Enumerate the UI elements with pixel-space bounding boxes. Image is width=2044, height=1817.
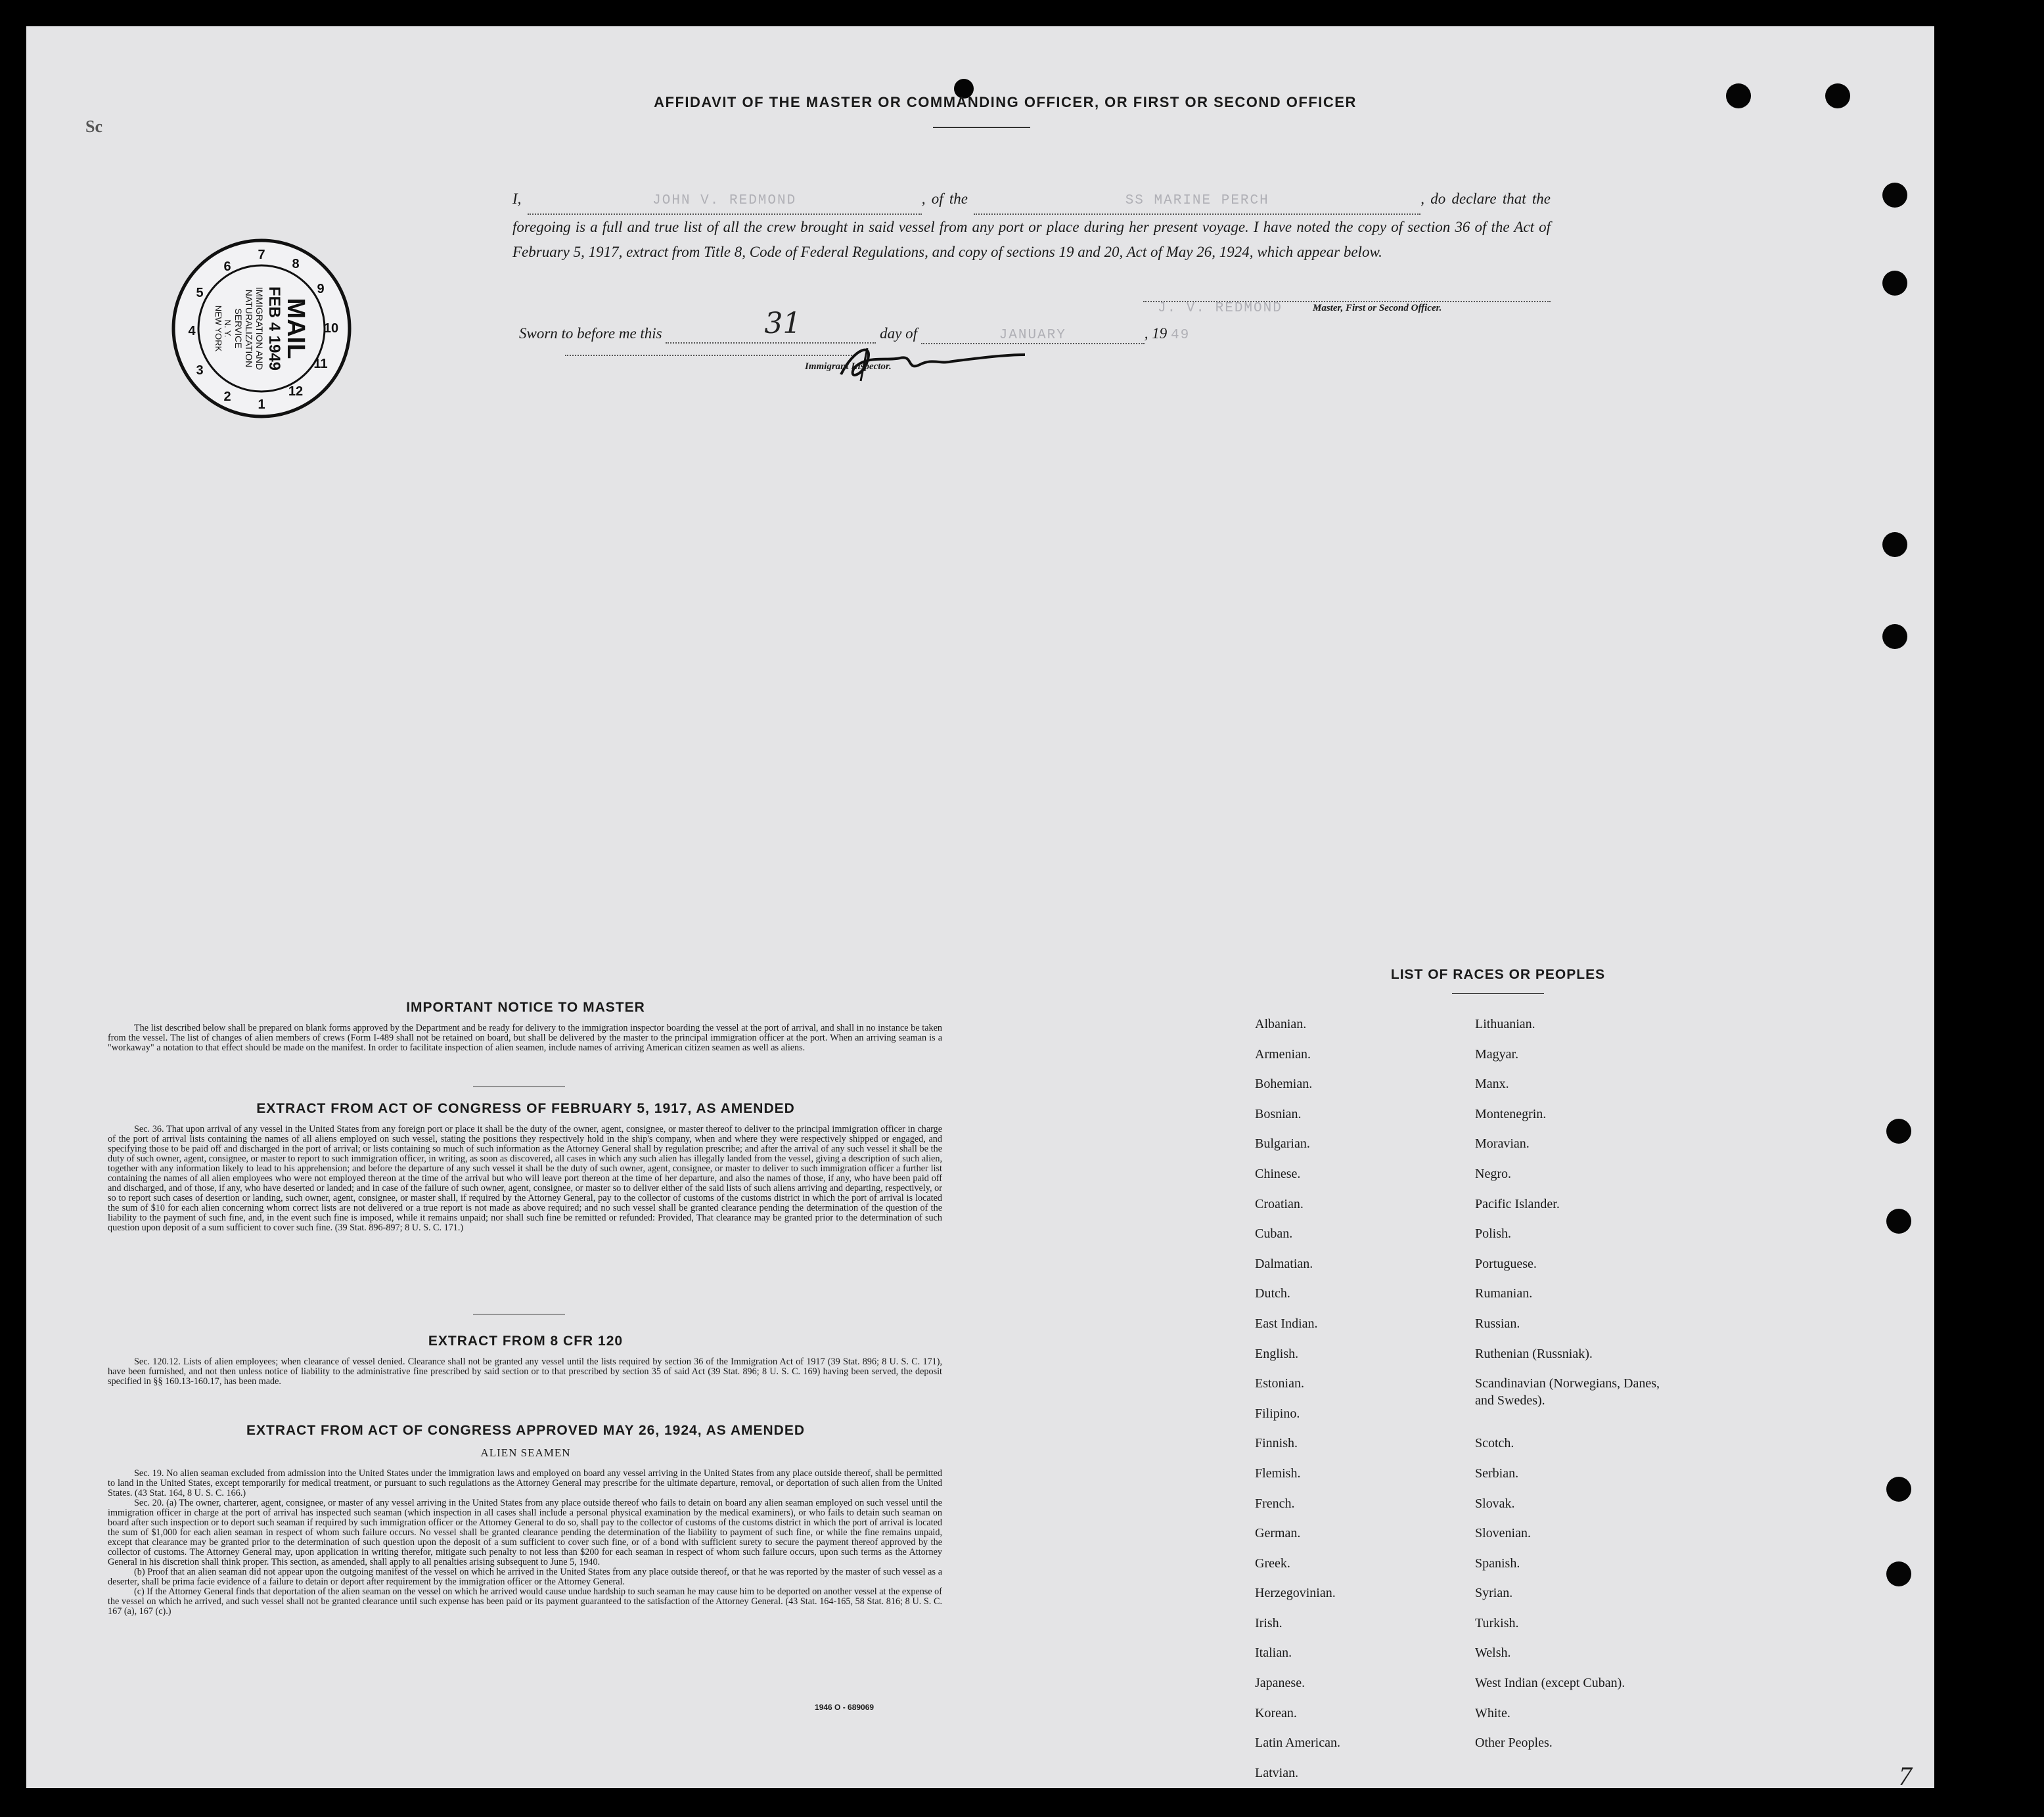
stamp-hour: 3 <box>196 363 204 378</box>
stamp-agency: NATURALIZATION <box>244 289 254 368</box>
extract-1924-title: EXTRACT FROM ACT OF CONGRESS APPROVED MAY 26, 1924, AS AMENDED <box>246 1423 806 1438</box>
vessel-name: SS MARINE PERCH <box>1125 193 1269 208</box>
stamp-agency: IMMIGRATION AND <box>254 286 265 370</box>
race-item: Moravian. <box>1475 1136 1530 1152</box>
race-item: Croatian. <box>1255 1196 1304 1211</box>
extract-cfr-title: EXTRACT FROM 8 CFR 120 <box>428 1334 624 1349</box>
race-item: Montenegrin. <box>1475 1106 1547 1121</box>
race-item: Spanish. <box>1475 1556 1520 1571</box>
title-underline <box>933 127 1030 128</box>
sworn-label: Sworn to before me this <box>519 325 662 342</box>
month-value: JANUARY <box>999 328 1066 343</box>
declarant-name-field <box>528 187 922 215</box>
stamp-hour: 9 <box>317 282 325 296</box>
punch-hole <box>1882 271 1907 296</box>
race-item: Negro. <box>1475 1166 1511 1181</box>
race-item: Portuguese. <box>1475 1256 1537 1271</box>
stamp-hour: 2 <box>223 390 231 404</box>
stamp-agency: N. Y. <box>223 319 233 338</box>
race-item: West Indian (except Cuban). <box>1475 1676 1625 1691</box>
document-page <box>26 26 1934 1791</box>
inspector-label: Immigrant Inspector. <box>805 361 892 372</box>
race-item: Serbian. <box>1475 1466 1519 1481</box>
race-item: Latin American. <box>1255 1736 1340 1751</box>
race-item: Bohemian. <box>1255 1077 1313 1092</box>
extract-cfr-paragraph: Sec. 120.12. Lists of alien employees; when clearance of vessel denied. Clearance shall not be granted any vessel until the lists required by section 36 of the Immigration Act of 1917 (39 Stat. 896; 8 U. S. C. 171), have been furnished, and not then unless notice of liability to the administrative fine prescribed by said section or to that prescribed by section 35 of said Act (39 Stat. 896; 8 U. S. C. 169) having been served, the deposit specified in §§ 160.13-160.17, has been made. <box>108 1357 942 1387</box>
punch-hole <box>1886 1209 1911 1234</box>
race-item: Syrian. <box>1475 1586 1513 1601</box>
race-item: Flemish. <box>1255 1466 1301 1481</box>
race-item: Korean. <box>1255 1705 1297 1720</box>
race-item: English. <box>1255 1346 1299 1361</box>
race-item: Italian. <box>1255 1646 1292 1661</box>
notice-paragraph: The list described below shall be prepared on blank forms approved by the Department and be ready for delivery to the immigration inspector boarding the vessel at the port of arrival, and shall in no instance be taken from the vessel. The list of changes of alien members of crews (Form I-489 shall not be retained on board, but shall be delivered by the master to the principal immigration officer at the port. When an arriving seaman is a "workaway" a notation to that effect should be made on the manifest. In order to facilitate inspection of alien seamen, include names of arriving American citizen seamen as well as aliens. <box>108 1023 942 1053</box>
race-item: White. <box>1475 1705 1510 1720</box>
declaration-i: I, <box>512 191 522 207</box>
punch-hole <box>1886 1561 1911 1586</box>
race-item: Finnish. <box>1255 1436 1298 1451</box>
race-item: Rumanian. <box>1475 1286 1533 1301</box>
race-item: East Indian. <box>1255 1316 1318 1331</box>
extract-1924-paragraph: (c) If the Attorney General finds that deportation of the alien seaman on the vessel on which he arrived would cause undue hardship to such seaman he may cause him to be deported on another vessel at the expense of the vessel on which he arrived, and such vessel shall not be granted clearance until such expense has been paid or its payment guaranteed to the satisfaction of the Attorney General. (43 Stat. 164-165, 58 Stat. 816; 8 U. S. C. 167 (a), 167 (c).) <box>108 1586 942 1617</box>
stamp-mail: MAIL <box>282 298 309 359</box>
races-column-2 <box>1475 1016 1725 1764</box>
master-label: Master, First or Second Officer. <box>1313 303 1442 313</box>
race-item: Scotch. <box>1475 1436 1514 1451</box>
race-item: Magyar. <box>1475 1046 1519 1062</box>
stamp-hour: 1 <box>258 397 265 412</box>
stamp-hour: 12 <box>288 384 304 399</box>
race-item: Cuban. <box>1255 1226 1293 1242</box>
extract-1917-paragraph: Sec. 36. That upon arrival of any vessel in the United States from any foreign port or place it shall be the duty of the owner, agent, consignee, or master thereof to deliver to the principal immigration officer in charge of the port of arrival lists containing the names of all aliens employed on such vessel, stating the positions they respectively hold in the ship's company, when and where they were respectively shipped or engaged, and specifying those to be paid off and discharged in the port of arrival; or lists containing so much of such information as the Attorney General shall by regulation prescribe; and after the arrival of any such vessel it shall be the duty of such owner, agent, consignee, or master to report to such immigration officer, in writing, as soon as discovered, all cases in which any such alien has illegally landed from the vessel, giving a description of such alien, together with any information likely to lead to his apprehension; and before the departure of any such vessel it shall be the duty of such owner, agent, consignee, or master to deliver to such immigration officer a further list containing the names of all alien employees who were not employed thereon at the time of the arrival but who will leave port thereon at the time of her departure, and also the names of those, if any, who have been paid off and discharged, and of those, if any, who have deserted or landed; and in case of the failure of such owner, agent, consignee, or master so to deliver either of the said lists of such aliens arriving and departing, respectively, or so to report such cases of desertion or landing, such owner, agent, consignee, or master shall, if required by the Attorney General, pay to the collector of customs of the customs district in which the port of arrival is located the sum of $10 for each alien concerning whom correct lists are not delivered or a true report is not made as above required; and no such vessel shall be granted clearance pending the determination of the question of the liability to the payment of such fine, and, in the event such fine is imposed, while it remains unpaid; nor shall such fine be remitted or refunded: Provided, That clearance may be granted prior to the determination of such question upon deposit of a sum sufficient to cover such fine. (39 Stat. 896-897; 8 U. S. C. 171.) <box>108 1124 942 1233</box>
stamp-agency: SERVICE <box>233 308 244 349</box>
race-item: Slovak. <box>1475 1496 1515 1511</box>
print-code: 1946 O - 689069 <box>815 1703 874 1712</box>
race-item: Turkish. <box>1475 1615 1519 1630</box>
race-item: Armenian. <box>1255 1046 1311 1062</box>
race-item: Greek. <box>1255 1556 1290 1571</box>
race-item: Estonian. <box>1255 1376 1304 1391</box>
punch-hole <box>1886 1477 1911 1502</box>
race-item: Pacific Islander. <box>1475 1196 1560 1211</box>
punch-hole <box>1882 183 1907 208</box>
stamp-date: FEB 4 1949 <box>265 286 283 371</box>
race-item: Other Peoples. <box>1475 1736 1553 1751</box>
stamp-hour: 11 <box>313 357 328 371</box>
stamp-hour: 8 <box>292 257 300 271</box>
race-item: Dutch. <box>1255 1286 1290 1301</box>
race-item: Manx. <box>1475 1077 1509 1092</box>
notice-text <box>108 1023 942 1053</box>
race-item: Lithuanian. <box>1475 1017 1535 1031</box>
races-title: LIST OF RACES OR PEOPLES <box>1390 967 1606 982</box>
affidavit-title: AFFIDAVIT OF THE MASTER OR COMMANDING OFFICER, OR FIRST OR SECOND OFFICER <box>654 94 1357 110</box>
year-prefix: , 19 <box>1144 325 1168 342</box>
declaration-body: that the foregoing is a full and true list of all the crew brought in said vessel from any port or place during her present voyage. I have noted the copy of section 36 of the Act of February 5, 1917, extract from Title 8, Code of Federal Regulations, and copy of sections 19 and 20, Act of May 26, 1924, which appear below. <box>512 191 1551 260</box>
declaration <box>512 187 1551 265</box>
extract-1924-paragraph: Sec. 19. No alien seaman excluded from admission into the United States under the immigration laws and employed on board any vessel arriving in the United States from any place outside thereof, shall be permitted to land in the United States, except temporarily for medical treatment, or pursuant to such regulations as the Attorney General may prescribe for the ultimate departure, removal, or deportation of such alien from the United States. (43 Stat. 164, 8 U. S. C. 166.) <box>108 1468 942 1498</box>
declaration-do-declare: , do declare <box>1420 191 1497 207</box>
race-item: Welsh. <box>1475 1646 1511 1661</box>
race-item: Latvian. <box>1255 1765 1299 1780</box>
punch-hole <box>1886 1119 1911 1144</box>
stamp-hour: 4 <box>188 324 196 338</box>
extract-1924-paragraph: (b) Proof that an alien seaman did not appear upon the outgoing manifest of the vessel on which he arrived in the United States from any place outside thereof, or that he was reported by the master of such vessel as a deserter, shall be prima facie evidence of a failure to detain or deport after requirement by the immigration officer or the Attorney General. <box>108 1567 942 1587</box>
extract-1924-subtitle: ALIEN SEAMEN <box>480 1447 571 1459</box>
year-value: 49 <box>1171 328 1191 343</box>
race-item: Albanian. <box>1255 1017 1307 1031</box>
extract-1924-text <box>108 1469 942 1617</box>
officer-signature-typed: J. V. REDMOND <box>1158 301 1283 316</box>
margin-mark: 7 <box>1899 1761 1912 1791</box>
extract-1917-text <box>108 1125 942 1233</box>
race-item: Ruthenian (Russniak). <box>1475 1346 1593 1361</box>
race-item: Irish. <box>1255 1615 1283 1630</box>
race-item: German. <box>1255 1526 1301 1541</box>
declarant-name: JOHN V. REDMOND <box>652 193 797 208</box>
stamp-agency: NEW YORK <box>214 305 223 352</box>
stamp-hour: 5 <box>196 286 204 300</box>
race-item: Chinese. <box>1255 1166 1301 1181</box>
stamp-hour: 6 <box>223 259 231 274</box>
day-label: day of <box>880 325 917 342</box>
race-item: Japanese. <box>1255 1676 1306 1691</box>
race-item: Bosnian. <box>1255 1106 1302 1121</box>
race-item: Filipino. <box>1255 1406 1300 1421</box>
margin-mark: Sc <box>85 117 102 136</box>
race-item: French. <box>1255 1496 1295 1511</box>
extract-1917-title: EXTRACT FROM ACT OF CONGRESS OF FEBRUARY 5, 1917, AS AMENDED <box>256 1101 795 1116</box>
inspector-signature-line <box>565 355 854 356</box>
punch-hole <box>1882 532 1907 557</box>
race-item: Dalmatian. <box>1255 1256 1313 1271</box>
vessel-name-field <box>974 187 1420 215</box>
notice-title: IMPORTANT NOTICE TO MASTER <box>406 1000 645 1015</box>
declaration-of-the: , of the <box>921 191 968 207</box>
stamp-hour: 10 <box>323 321 339 336</box>
race-item: Slovenian. <box>1475 1526 1531 1541</box>
race-item: Polish. <box>1475 1226 1512 1242</box>
races-column-1 <box>1255 1016 1340 1794</box>
punch-hole <box>1882 624 1907 649</box>
stamp-hour: 7 <box>258 248 265 262</box>
races-divider <box>1452 993 1544 994</box>
extract-1924-paragraph: Sec. 20. (a) The owner, charterer, agent, consignee, or master of any vessel arriving in the United States from any place outside thereof who fails to detain on board any alien seaman employed on such vessel until the immigration officer in charge at the port of arrival has inspected such seaman (which inspection in all cases shall include a personal physical examination by the medical examiners), or who fails to detain such seaman on board after such inspection or to deport such seaman if required by such immigration officer or the Attorney General to do so, shall pay to the collector of customs of the customs district in which the port of arrival is located the sum of $1,000 for each alien seaman in respect of whom such failure occurs. No vessel shall be granted clearance pending the determination of the liability to payment of such fine, or while the fine remains unpaid, except that clearance may be granted prior to the determination of such question upon the deposit of a sum sufficient to cover such fine, or of a bond with sufficient surety to secure the payment thereof approved by the collector of customs. The Attorney General may, upon application in writing therefor, mitigate such penalty to not less than $200 for each seaman in respect of whom such failure occurs, upon such terms as the Attorney General in his discretion shall think proper. This section, as amended, shall apply to all penalties arising subsequent to June 5, 1940. <box>108 1498 942 1567</box>
receipt-stamp <box>170 236 353 420</box>
race-item: Herzegovinian. <box>1255 1586 1336 1601</box>
race-item: Scandinavian (Norwegians, Danes, and Swedes). <box>1475 1376 1660 1408</box>
race-item: Bulgarian. <box>1255 1136 1310 1152</box>
race-item: Russian. <box>1475 1316 1520 1331</box>
extract-cfr-text <box>108 1357 942 1387</box>
day-value: 31 <box>764 307 802 340</box>
